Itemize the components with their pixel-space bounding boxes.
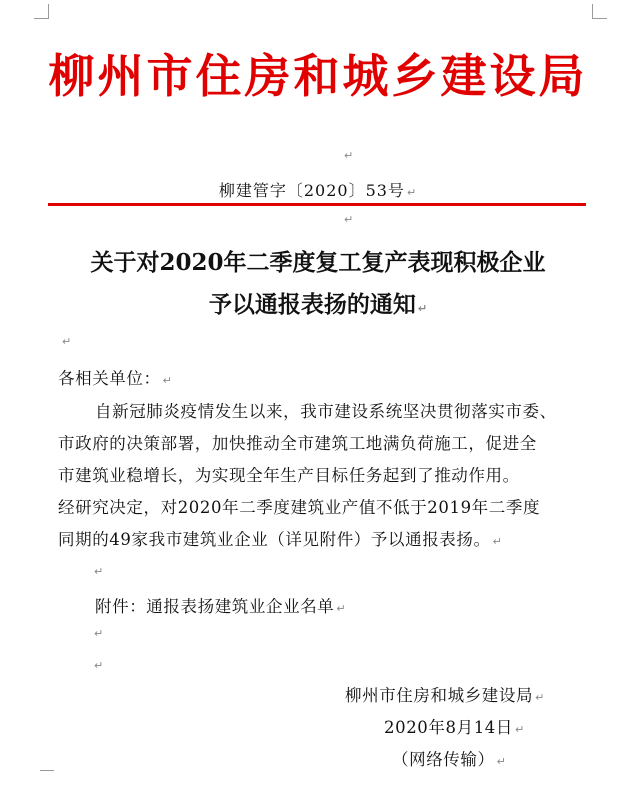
paragraph-line: 市建筑业稳增长，为实现全年生产目标任务起到了推动作用。 xyxy=(58,466,520,485)
crop-mark-top-right xyxy=(592,4,607,19)
paragraph-mark: ↵ xyxy=(94,659,104,672)
paragraph-mark: ↵ xyxy=(336,602,347,615)
document-number-text: 柳建管字〔2020〕53号 xyxy=(218,181,405,200)
paragraph-mark: ↵ xyxy=(62,335,72,348)
signature-date-text: 2020年8月14日 xyxy=(384,718,513,737)
paragraph-mark: ↵ xyxy=(94,565,104,578)
notice-title-line-2-text: 予以通报表扬的通知 xyxy=(208,291,416,318)
crop-mark-top-left xyxy=(34,4,49,19)
crop-mark-bottom-left xyxy=(40,770,54,785)
document-number xyxy=(0,178,636,201)
paragraph-mark: ↵ xyxy=(515,723,525,736)
paragraph-mark: ↵ xyxy=(417,302,428,315)
signature-issuer-text: 柳州市住房和城乡建设局 xyxy=(345,686,534,705)
notice-title-line-1: 关于对2020年二季度复工复产表现积极企业 xyxy=(90,249,546,276)
paragraph-mark: ↵ xyxy=(406,186,418,199)
signature-issuer xyxy=(345,682,545,706)
paragraph-mark: ↵ xyxy=(496,755,507,768)
paragraph-line: 市政府的决策部署，加快推动全市建筑工地满负荷施工，促进全 xyxy=(58,434,537,453)
paragraph-line-text: 同期的49家我市建筑业企业（详见附件）予以通报表扬。 xyxy=(58,530,491,549)
salutation-text: 各相关单位： xyxy=(58,369,161,388)
signature-note-text: （网络传输） xyxy=(392,750,495,769)
attachment-line xyxy=(95,593,346,617)
paragraph-mark: ↵ xyxy=(344,213,354,226)
agency-header: 柳州市住房和城乡建设局 xyxy=(48,49,588,103)
paragraph-line: 自新冠肺炎疫情发生以来，我市建设系统坚决贯彻落实市委、 xyxy=(95,402,557,421)
paragraph-mark: ↵ xyxy=(94,627,104,640)
paragraph-line: 经研究决定，对2020年二季度建筑业产值不低于2019年二季度 xyxy=(58,498,541,517)
paragraph-line xyxy=(58,526,502,550)
notice-title-line-2 xyxy=(0,286,636,319)
red-divider-line xyxy=(48,203,586,206)
paragraph-mark: ↵ xyxy=(535,691,545,704)
paragraph-mark: ↵ xyxy=(162,374,173,387)
signature-note xyxy=(392,746,506,770)
paragraph-mark: ↵ xyxy=(344,149,354,162)
attachment-text: 附件：通报表扬建筑业企业名单 xyxy=(95,597,335,616)
salutation xyxy=(58,365,172,389)
signature-date xyxy=(384,714,525,738)
paragraph-mark: ↵ xyxy=(492,535,503,548)
